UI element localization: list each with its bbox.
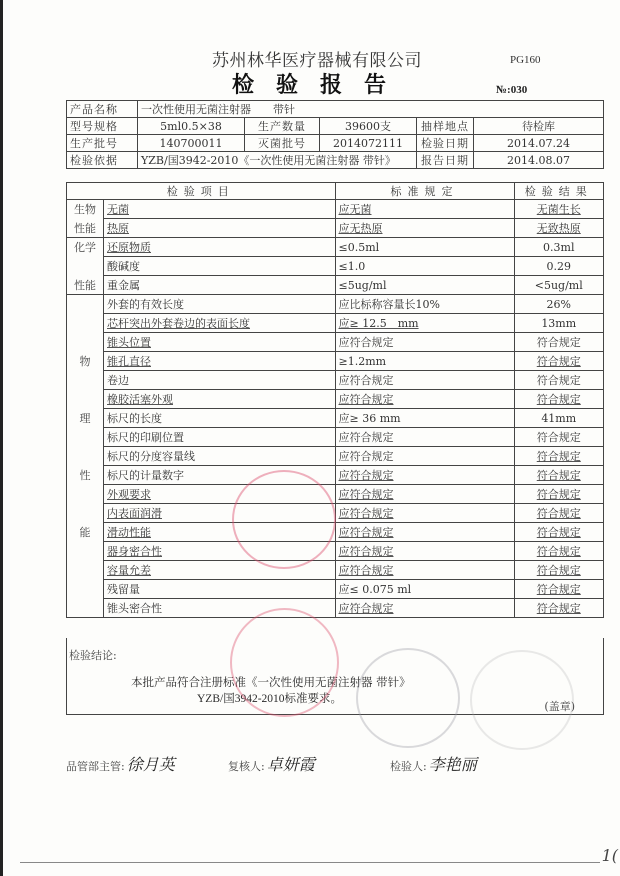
category-phys: 能 bbox=[67, 523, 104, 542]
quantity-label: 生产数量 bbox=[245, 118, 320, 135]
test-standard: 应符合规定 bbox=[335, 485, 514, 504]
report-date-label: 报告日期 bbox=[417, 152, 474, 169]
test-standard: 应无热原 bbox=[335, 219, 514, 238]
category-chem bbox=[67, 257, 104, 276]
test-item: 卷边 bbox=[104, 371, 336, 390]
test-item: 容量允差 bbox=[104, 561, 336, 580]
test-item: 内表面润滑 bbox=[104, 504, 336, 523]
test-item: 橡胶活塞外观 bbox=[104, 390, 336, 409]
table-row bbox=[67, 295, 604, 314]
test-result: 符合规定 bbox=[514, 466, 604, 485]
basis-label: 检验依据 bbox=[67, 152, 138, 169]
test-standard: 应符合规定 bbox=[335, 599, 514, 618]
test-result: 符合规定 bbox=[514, 447, 604, 466]
test-standard: 应符合规定 bbox=[335, 523, 514, 542]
test-result: 41mm bbox=[514, 409, 604, 428]
test-item: 锥头位置 bbox=[104, 333, 336, 352]
test-standard: 应无菌 bbox=[335, 200, 514, 219]
test-standard: 应符合规定 bbox=[335, 333, 514, 352]
table-row bbox=[67, 580, 604, 599]
table-row bbox=[67, 542, 604, 561]
test-standard: ≥1.2mm bbox=[335, 352, 514, 371]
table-row bbox=[67, 447, 604, 466]
category-chem: 性能 bbox=[67, 276, 104, 295]
test-item: 还原物质 bbox=[104, 238, 336, 257]
table-row bbox=[67, 333, 604, 352]
header-standard: 标准规定 bbox=[335, 183, 514, 200]
test-item: 器身密合性 bbox=[104, 542, 336, 561]
category-phys bbox=[67, 580, 104, 599]
test-result: 符合规定 bbox=[514, 599, 604, 618]
test-result: 符合规定 bbox=[514, 580, 604, 599]
category-phys bbox=[67, 390, 104, 409]
signature-manager bbox=[66, 752, 175, 775]
table-row bbox=[67, 428, 604, 447]
conclusion-text-line2: YZB/国3942-2010标准要求。 bbox=[197, 693, 343, 705]
test-item: 滑动性能 bbox=[104, 523, 336, 542]
test-item: 热原 bbox=[104, 219, 336, 238]
page-bottom-line bbox=[20, 862, 600, 863]
signature-reviewer bbox=[228, 752, 315, 775]
test-result: 符合规定 bbox=[514, 428, 604, 447]
test-standard: 应≥ 36 mm bbox=[335, 409, 514, 428]
table-row bbox=[67, 599, 604, 618]
table-row bbox=[67, 352, 604, 371]
reviewer-signature: 卓妍霞 bbox=[266, 755, 315, 774]
inspect-date-label: 检验日期 bbox=[417, 135, 474, 152]
header-item: 检验项目 bbox=[67, 183, 336, 200]
inspect-date-value: 2014.07.24 bbox=[474, 135, 604, 152]
category-phys bbox=[67, 333, 104, 352]
test-item: 外套的有效长度 bbox=[104, 295, 336, 314]
test-standard: 应符合规定 bbox=[335, 561, 514, 580]
table-row bbox=[67, 238, 604, 257]
product-info-table bbox=[66, 100, 604, 169]
test-result: 13mm bbox=[514, 314, 604, 333]
inspector-label: 检验人: bbox=[390, 760, 427, 773]
table-row bbox=[67, 561, 604, 580]
test-result: 26% bbox=[514, 295, 604, 314]
test-standard: 应≤ 0.075 ml bbox=[335, 580, 514, 599]
test-standard: 应≥ 12.5 mm bbox=[335, 314, 514, 333]
reviewer-label: 复核人: bbox=[228, 760, 265, 773]
test-item: 锥头密合性 bbox=[104, 599, 336, 618]
test-result: 0.29 bbox=[514, 257, 604, 276]
test-standard: 应符合规定 bbox=[335, 428, 514, 447]
scan-edge bbox=[0, 0, 3, 876]
info-row bbox=[67, 152, 604, 169]
sample-location-label: 抽样地点 bbox=[417, 118, 474, 135]
test-item: 锥孔直径 bbox=[104, 352, 336, 371]
category-phys bbox=[67, 542, 104, 561]
test-standard: 应符合规定 bbox=[335, 542, 514, 561]
sample-location-value: 待检库 bbox=[474, 118, 604, 135]
test-result: 符合规定 bbox=[514, 485, 604, 504]
table-row bbox=[67, 466, 604, 485]
batch-label: 生产批号 bbox=[67, 135, 138, 152]
model-value: 5ml0.5×38 bbox=[138, 118, 245, 135]
header-result: 检验结果 bbox=[514, 183, 604, 200]
test-standard: 应符合规定 bbox=[335, 371, 514, 390]
table-header-row bbox=[67, 183, 604, 200]
table-row bbox=[67, 523, 604, 542]
basis-value: YZB/国3942-2010《一次性使用无菌注射器 带针》 bbox=[138, 152, 417, 169]
table-row bbox=[67, 219, 604, 238]
test-standard: ≤1.0 bbox=[335, 257, 514, 276]
table-row bbox=[67, 371, 604, 390]
model-label: 型号规格 bbox=[67, 118, 138, 135]
test-result: 符合规定 bbox=[514, 352, 604, 371]
test-result: 符合规定 bbox=[514, 333, 604, 352]
product-name-value: 一次性使用无菌注射器 带针 bbox=[138, 101, 604, 118]
test-item: 标尺的计量数字 bbox=[104, 466, 336, 485]
category-phys bbox=[67, 485, 104, 504]
category-bio: 性能 bbox=[67, 219, 104, 238]
table-row bbox=[67, 485, 604, 504]
test-standard: 应符合规定 bbox=[335, 447, 514, 466]
table-row bbox=[67, 200, 604, 219]
company-name: 苏州林华医疗器械有限公司 bbox=[212, 51, 422, 71]
test-item: 重金属 bbox=[104, 276, 336, 295]
conclusion-label: 检验结论: bbox=[69, 649, 117, 662]
category-phys bbox=[67, 295, 104, 314]
test-result: <5ug/ml bbox=[514, 276, 604, 295]
product-name-label: 产品名称 bbox=[67, 101, 138, 118]
test-result: 符合规定 bbox=[514, 390, 604, 409]
category-phys: 理 bbox=[67, 409, 104, 428]
info-row bbox=[67, 101, 604, 118]
conclusion-text-line1: 本批产品符合注册标准《一次性使用无菌注射器 带针》 bbox=[131, 675, 411, 689]
test-result: 无菌生长 bbox=[514, 200, 604, 219]
test-result: 符合规定 bbox=[514, 371, 604, 390]
test-result: 无致热原 bbox=[514, 219, 604, 238]
manager-signature: 徐月英 bbox=[126, 755, 175, 774]
sterile-batch-label: 灭菌批号 bbox=[245, 135, 320, 152]
test-item: 芯杆突出外套卷边的表面长度 bbox=[104, 314, 336, 333]
test-standard: ≤5ug/ml bbox=[335, 276, 514, 295]
table-row bbox=[67, 257, 604, 276]
category-phys bbox=[67, 599, 104, 618]
table-row bbox=[67, 314, 604, 333]
conclusion-box bbox=[66, 638, 604, 715]
handwritten-page-mark: 1( bbox=[601, 846, 618, 865]
report-number: №:030 bbox=[496, 84, 528, 96]
table-row bbox=[67, 504, 604, 523]
info-row bbox=[67, 118, 604, 135]
form-code: PG160 bbox=[510, 54, 541, 66]
report-date-value: 2014.08.07 bbox=[474, 152, 604, 169]
test-item: 酸碱度 bbox=[104, 257, 336, 276]
test-item: 标尺的印刷位置 bbox=[104, 428, 336, 447]
test-item: 标尺的长度 bbox=[104, 409, 336, 428]
category-chem: 化学 bbox=[67, 238, 104, 257]
seal-label: (盖章) bbox=[544, 700, 575, 713]
category-phys bbox=[67, 504, 104, 523]
test-item: 残留量 bbox=[104, 580, 336, 599]
test-result: 符合规定 bbox=[514, 504, 604, 523]
test-results-table bbox=[66, 182, 604, 618]
test-standard: 应比标称容量长10% bbox=[335, 295, 514, 314]
test-standard: 应符合规定 bbox=[335, 390, 514, 409]
category-phys bbox=[67, 561, 104, 580]
test-standard: 应符合规定 bbox=[335, 466, 514, 485]
category-phys bbox=[67, 314, 104, 333]
quantity-value: 39600支 bbox=[320, 118, 417, 135]
category-phys: 性 bbox=[67, 466, 104, 485]
batch-value: 140700011 bbox=[138, 135, 245, 152]
test-result: 符合规定 bbox=[514, 561, 604, 580]
test-result: 符合规定 bbox=[514, 542, 604, 561]
category-phys bbox=[67, 428, 104, 447]
test-item: 标尺的分度容量线 bbox=[104, 447, 336, 466]
info-row bbox=[67, 135, 604, 152]
test-result: 0.3ml bbox=[514, 238, 604, 257]
signature-inspector bbox=[390, 752, 477, 775]
test-standard: ≤0.5ml bbox=[335, 238, 514, 257]
category-phys: 物 bbox=[67, 352, 104, 371]
test-item: 外观要求 bbox=[104, 485, 336, 504]
inspector-signature: 李艳丽 bbox=[428, 755, 477, 774]
table-row bbox=[67, 409, 604, 428]
manager-label: 品管部主管: bbox=[66, 760, 125, 773]
test-standard: 应符合规定 bbox=[335, 504, 514, 523]
test-item: 无菌 bbox=[104, 200, 336, 219]
table-row bbox=[67, 390, 604, 409]
table-row bbox=[67, 276, 604, 295]
sterile-batch-value: 2014072111 bbox=[320, 135, 417, 152]
category-phys bbox=[67, 371, 104, 390]
page-title: 检验报告 bbox=[232, 73, 409, 98]
category-bio: 生物 bbox=[67, 200, 104, 219]
category-phys bbox=[67, 447, 104, 466]
test-result: 符合规定 bbox=[514, 523, 604, 542]
